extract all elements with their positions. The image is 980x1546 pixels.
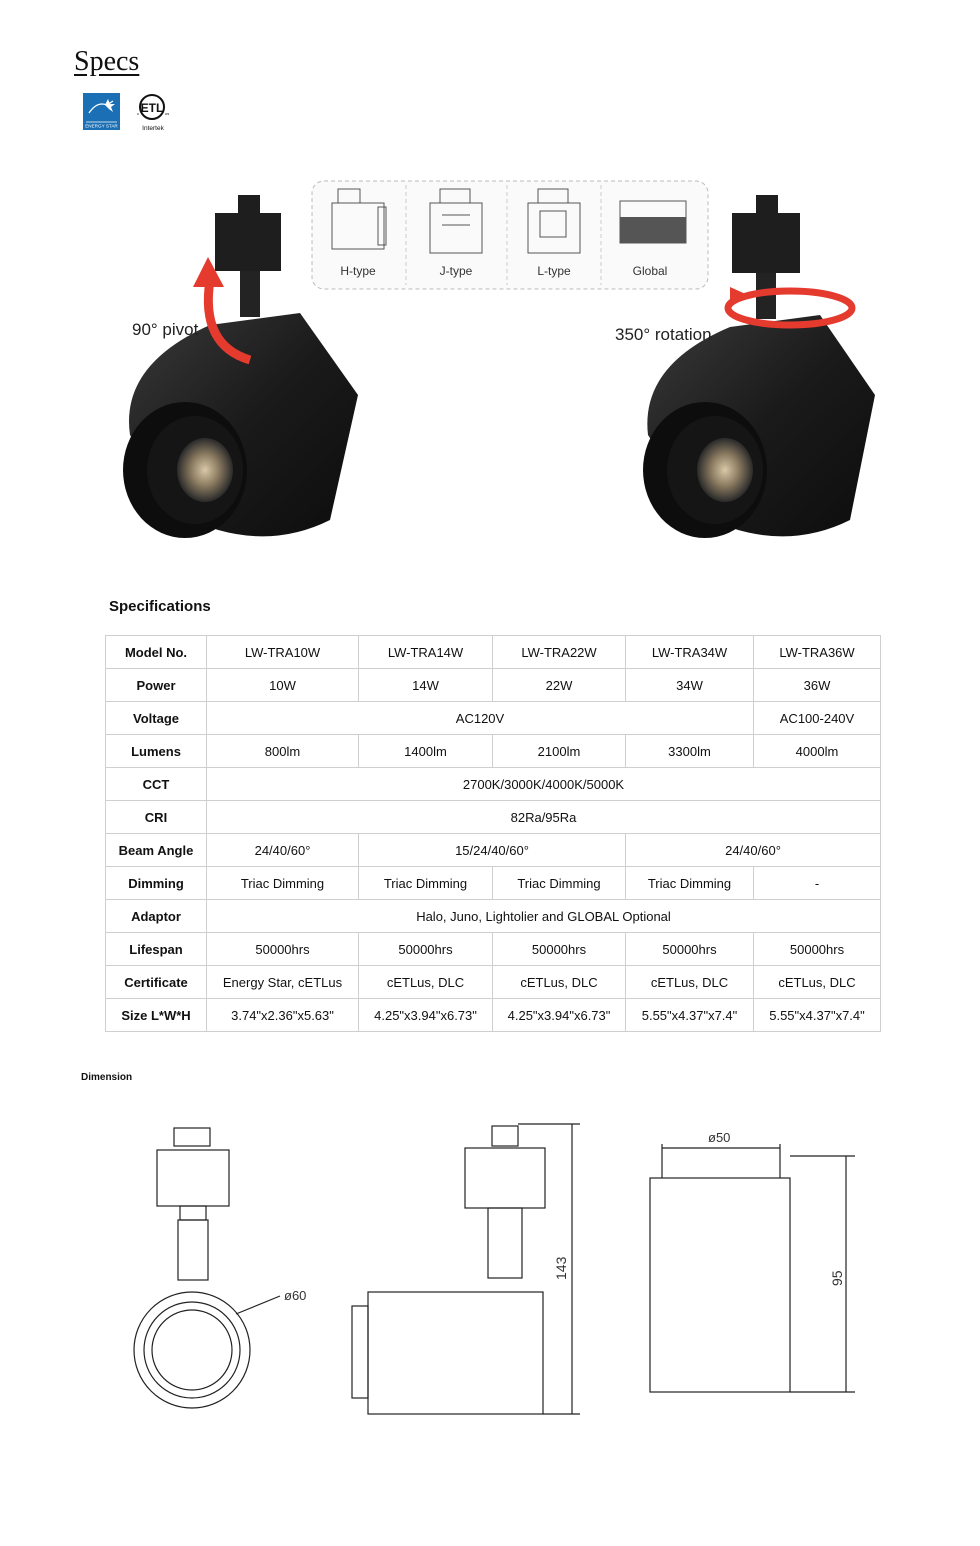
- spec-row: [106, 702, 881, 735]
- spec-cell: Halo, Juno, Lightolier and GLOBAL Optional: [207, 900, 881, 933]
- spec-row-label: Voltage: [106, 702, 207, 735]
- spec-row-label: Lifespan: [106, 933, 207, 966]
- spec-cell: 3300lm: [626, 735, 754, 768]
- spec-row: [106, 834, 881, 867]
- adapter-label-global: Global: [632, 264, 668, 278]
- adapter-label-l: L-type: [537, 264, 571, 278]
- spec-cell: cETLus, DLC: [754, 966, 881, 999]
- specifications-title: Specifications: [109, 598, 211, 615]
- spec-cell: 14W: [359, 669, 493, 702]
- svg-text:us: us: [165, 111, 170, 116]
- spec-cell: 36W: [754, 669, 881, 702]
- spec-cell: 4000lm: [754, 735, 881, 768]
- product-photo: [100, 165, 890, 565]
- spec-cell: 1400lm: [359, 735, 493, 768]
- spec-row: [106, 933, 881, 966]
- spec-cell: 800lm: [207, 735, 359, 768]
- rotation-arrow-head-icon: [730, 287, 750, 305]
- side-view-drawing: [352, 1124, 580, 1414]
- top-view-drawing: [650, 1144, 855, 1392]
- spec-row: [106, 900, 881, 933]
- adapter-types-panel: [312, 181, 708, 289]
- spec-cell: LW-TRA10W: [207, 636, 359, 669]
- rotation-label: 350° rotation: [615, 325, 712, 344]
- dimension-title: Dimension: [81, 1072, 133, 1083]
- spec-cell: 5.55"x4.37"x7.4": [754, 999, 881, 1032]
- spec-cell: 3.74"x2.36"x5.63": [207, 999, 359, 1032]
- spec-cell: 5.55"x4.37"x7.4": [626, 999, 754, 1032]
- spec-cell: Triac Dimming: [493, 867, 626, 900]
- spec-row: [106, 999, 881, 1032]
- spec-cell: Energy Star, cETLus: [207, 966, 359, 999]
- intertek-text: Intertek: [142, 125, 164, 132]
- specifications-table: [105, 635, 881, 1032]
- svg-text:c: c: [137, 111, 139, 116]
- page-title: Specs: [74, 46, 140, 77]
- spec-row: [106, 966, 881, 999]
- height-label: 143: [553, 1256, 569, 1280]
- spec-row-label: Adaptor: [106, 900, 207, 933]
- spec-cell: cETLus, DLC: [626, 966, 754, 999]
- spec-cell: 50000hrs: [626, 933, 754, 966]
- spec-cell: 34W: [626, 669, 754, 702]
- spec-cell: 82Ra/95Ra: [207, 801, 881, 834]
- spec-row-label: Dimming: [106, 867, 207, 900]
- spec-cell: 22W: [493, 669, 626, 702]
- spec-cell: 24/40/60°: [626, 834, 881, 867]
- spec-row: [106, 735, 881, 768]
- spec-cell: 50000hrs: [493, 933, 626, 966]
- spec-cell: Triac Dimming: [626, 867, 754, 900]
- svg-text:ETL: ETL: [140, 101, 164, 115]
- spec-cell: 4.25"x3.94"x6.73": [493, 999, 626, 1032]
- spec-row-label: Lumens: [106, 735, 207, 768]
- top-diameter-label: ø50: [708, 1130, 731, 1145]
- spec-cell: 4.25"x3.94"x6.73": [359, 999, 493, 1032]
- spec-cell: LW-TRA22W: [493, 636, 626, 669]
- energy-star-text: ENERGY STAR: [85, 123, 118, 129]
- spec-cell: AC120V: [207, 702, 754, 735]
- spec-cell: 50000hrs: [207, 933, 359, 966]
- spec-cell: cETLus, DLC: [359, 966, 493, 999]
- spec-cell: -: [754, 867, 881, 900]
- spec-row-label: CRI: [106, 801, 207, 834]
- spec-row-label: Power: [106, 669, 207, 702]
- spec-row-label: CCT: [106, 768, 207, 801]
- pivot-label: 90° pivot: [132, 320, 199, 339]
- adapter-label-j: J-type: [439, 264, 473, 278]
- spec-row: [106, 768, 881, 801]
- front-diameter-label: ø60: [284, 1288, 307, 1303]
- spec-cell: Triac Dimming: [359, 867, 493, 900]
- energy-star-logo: [83, 93, 120, 130]
- spec-row-label: Size L*W*H: [106, 999, 207, 1032]
- spec-cell: AC100-240V: [754, 702, 881, 735]
- spec-cell: LW-TRA34W: [626, 636, 754, 669]
- spec-row-label: Model No.: [106, 636, 207, 669]
- front-view-drawing: [134, 1128, 280, 1408]
- spec-cell: 15/24/40/60°: [359, 834, 626, 867]
- spec-row: [106, 867, 881, 900]
- spec-cell: 2100lm: [493, 735, 626, 768]
- spec-row: [106, 801, 881, 834]
- spec-cell: LW-TRA36W: [754, 636, 881, 669]
- etl-listed-logo: [134, 92, 176, 134]
- spec-cell: 10W: [207, 669, 359, 702]
- spec-row: [106, 669, 881, 702]
- spec-cell: 2700K/3000K/4000K/5000K: [207, 768, 881, 801]
- spec-cell: 50000hrs: [359, 933, 493, 966]
- body-length-label: 95: [829, 1270, 845, 1286]
- spec-cell: Triac Dimming: [207, 867, 359, 900]
- spec-cell: 24/40/60°: [207, 834, 359, 867]
- adapter-label-h: H-type: [340, 264, 376, 278]
- dimension-drawing: [120, 1110, 870, 1430]
- spec-row-label: Beam Angle: [106, 834, 207, 867]
- spec-row: [106, 636, 881, 669]
- spec-row-label: Certificate: [106, 966, 207, 999]
- spec-cell: LW-TRA14W: [359, 636, 493, 669]
- spec-cell: 50000hrs: [754, 933, 881, 966]
- spec-cell: cETLus, DLC: [493, 966, 626, 999]
